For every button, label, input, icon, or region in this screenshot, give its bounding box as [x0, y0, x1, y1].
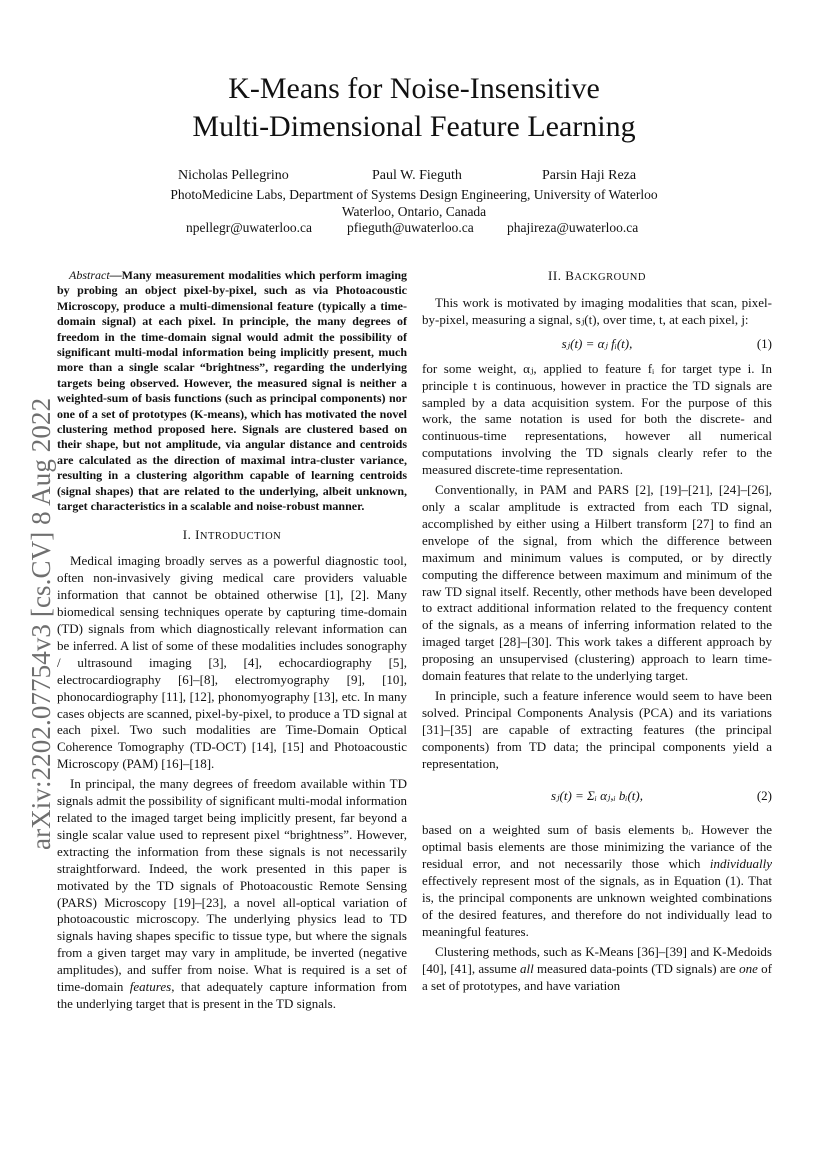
- abstract: [57, 268, 407, 515]
- paragraph: Medical imaging broadly serves as a powerful diagnostic tool, often non-invasively giving medical care providers valuable information that cannot be obtained otherwise [1], [2]. Many biomedical sensing techniques operate by capturing time-domain (TD) signals from which diagnostically relevant information can be inferred. A list of some of these modalities includes sonography / ultrasound imaging [3], [4], echocardiography [5], electrocardiography [6]–[8], electromyography [9], [10], phonocardiography [11], [12], phonomyography [13], etc. In many cases objects are scanned, pixel-by-pixel, to produce a TD signal at each pixel. Two such modalities are Time-Domain Optical Coherence Tomography (TD-OCT) [14], [15] and Photoacoustic Microscopy (PAM) [16]–[18].: [57, 553, 407, 772]
- author-name: Nicholas Pellegrino: [178, 168, 289, 183]
- author-list: [0, 168, 828, 188]
- author-name: Parsin Haji Reza: [542, 168, 637, 183]
- affiliation-line-2: Waterloo, Ontario, Canada: [341, 204, 487, 219]
- author-email: npellegr@uwaterloo.ca: [186, 220, 313, 235]
- paragraph: In principle, such a feature inference would seem to have been solved. Principal Components Analysis (PCA) and its variations [31]–[35] are capable of extracting features (the principal components) from TD data; the principal components yield a representation,: [422, 687, 772, 771]
- paragraph: This work is motivated by imaging modalities that scan, pixel-by-pixel, measuring a signal, sⱼ(t), over time, t, at each pixel, j:: [422, 294, 772, 327]
- abstract-lead: Abstract: [69, 268, 110, 282]
- section-heading-background: II. BACKGROUND: [548, 268, 646, 283]
- equation-2: [422, 776, 772, 816]
- paragraph: for some weight, αⱼ, applied to feature fᵢ for target type i. In principle t is continuous, however in practice the TD signals are sampled by a data acquisition system. For the purpose of this work, the same notation is used for both the discrete- and continuous-time representations, however all numerical computations involving the TD signals clearly refer to the measured discrete-time representation.: [422, 360, 772, 478]
- title-line-1: K-Means for Noise-Insensitive: [228, 72, 600, 105]
- abstract-text: —Many measurement modalities which perform imaging by probing an object pixel-by-pixel, such as via Photoacoustic Microscopy, produce a multi-dimensional feature (typically a time-domain signal) at each pixel. In principle, the many degrees of freedom in the time-domain signal would admit the possibility of significant multi-modal information being implicitly present, much more than a single scalar “brightness”, regarding the underlying targets being observed. However, the measured signal is neither a weighted-sum of basis functions (such as principal components) nor one of a set of prototypes (K-means), which has motivated the novel clustering method proposed here. Signals are clustered based on their shape, but not amplitude, via angular distance and centroids are calculated as the direction of maximal intra-cluster variance, resulting in a clustering algorithm capable of learning centroids (signal shapes) that are related to the underlying, albeit unknown, target characteristics in a scalable and noise-robust manner.: [57, 268, 407, 514]
- paragraph: based on a weighted sum of basis elements bᵢ. However the optimal basis elements are those minimizing the variance of the residual error, and not necessarily those which individually effectively represent most of the signals, as in Equation (1). That is, the principal components are unknown weighted combinations of the desired features, and therefore do not individually lead to meaningful features.: [422, 822, 772, 939]
- author-email: phajireza@uwaterloo.ca: [507, 220, 639, 235]
- left-column: [57, 268, 407, 1016]
- equation-2-body: sⱼ(t) = Σᵢ αⱼ,ᵢ bᵢ(t),: [551, 788, 643, 804]
- email-list: [0, 220, 828, 240]
- author-email: pfieguth@uwaterloo.ca: [347, 220, 474, 235]
- paragraph: Clustering methods, such as K-Means [36]–[39] and K-Medoids [40], [41], assume all measured data-points (TD signals) are one of a set of prototypes, and have variation: [422, 943, 772, 993]
- equation-1-number: (1): [756, 335, 772, 351]
- paragraph: Conventionally, in PAM and PARS [2], [19]–[21], [24]–[26], only a scalar amplitude is extracted from each TD signal, accomplished by either using a Hilbert transform [27] to find an envelope of the signal, from which the difference between maximum and minimum values is computed, or by directly computing the difference between maximum and minimum of the raw TD signal itself. Recently, other methods have been developed to extract additional information related to the frequency content of the signals, as a means of inferring information related to the imaged target [28]–[30]. This work takes a different approach by proposing an unsupervised (clustering) approach to learn time-domain features that relate to the underlying target.: [422, 482, 772, 684]
- arxiv-identifier-sidebar: [24, 360, 58, 850]
- author-name: Paul W. Fieguth: [372, 168, 462, 183]
- paper-title: [100, 70, 728, 146]
- arxiv-identifier: arXiv:2202.07754v3 [cs.CV] 8 Aug 2022: [26, 397, 56, 850]
- equation-1: [422, 333, 772, 355]
- equation-1-body: sⱼ(t) = αⱼ fᵢ(t),: [561, 335, 633, 351]
- section-heading-introduction: I. INTRODUCTION: [182, 526, 282, 542]
- equation-2-number: (2): [756, 788, 772, 804]
- right-column: [422, 268, 772, 998]
- affiliation-line-1: PhotoMedicine Labs, Department of Systems Design Engineering, University of Waterloo: [170, 187, 658, 202]
- title-line-2: Multi-Dimensional Feature Learning: [192, 110, 636, 143]
- paragraph: In principal, the many degrees of freedom available within TD signals admit the possibility of significant multi-modal information related to the imaged target being implicitly present, far beyond a single scalar value used to represent pixel “brightness”. However, extracting the information from these signals is not necessarily straightforward. Indeed, the work presented in this paper is motivated by the TD signals of Photoacoustic Remote Sensing (PARS) Microscopy [19]–[23], a novel all-optical variation of photoacoustic microscopy. The underlying physics lead to TD signals having shapes specific to tissue type, but where the signals from a given target may vary in amplitude, be inverted (negative amplitudes), and suffer from noise. What is required is a set of time-domain features, that adequately capture information from the underlying target that is present in the TD signals.: [57, 776, 407, 1011]
